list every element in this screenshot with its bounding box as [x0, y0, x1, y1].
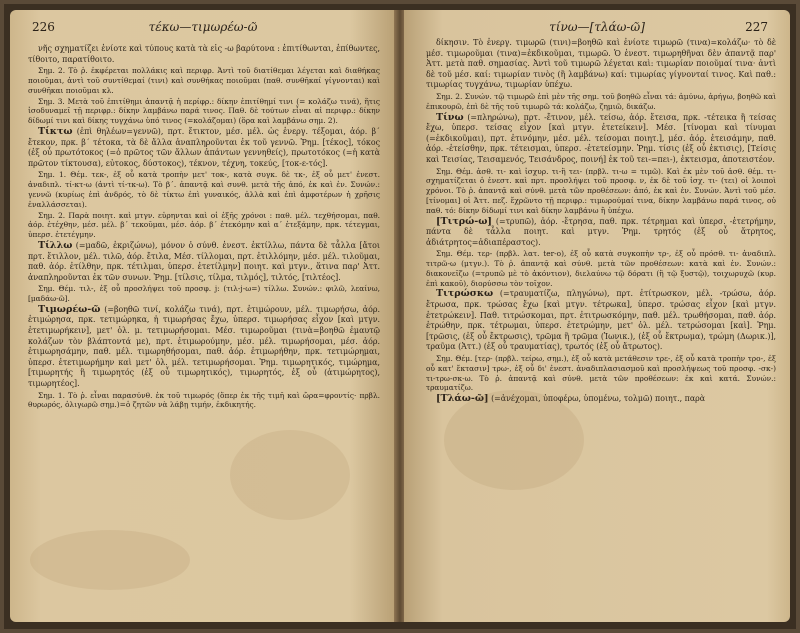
left-page-header: [32, 20, 374, 40]
continued-text: δίκησιν. Τὸ ἐνεργ. τιμωρῶ (τινι)=βοηθῶ καὶ ἐνίοτε τιμωρῶ (τινα)=κολάζω· τὸ δὲ μέσ. τιμωροῦμαι (τινα)=ἐκδικοῦμαι, τιμωρῶ. Ὁ ἐνεστ. τιμωρηθῆναι δὲν ἀπαντᾷ παρ' Ἀττ. μετὰ παθ. σημασίας. Ἀντὶ τοῦ τιμωρῶ λέγεται καὶ: τιμωρίαν ποιοῦμαί τινα· ἀντὶ δὲ τοῦ μέσ. καί: τιμωρίαν τινὸς (ἢ λαμβάνω) καί: τιμωρίας γίγνονταί τινος. Καὶ παθ.: τιμωρίας τυγχάνω, τιμωρίαν ὑπέχω.: [426, 38, 776, 90]
left-running-title: τέκω—τιμωρέω-ῶ: [148, 20, 258, 34]
right-page-body: [426, 38, 776, 406]
entry-note: Σημ. 1. Θέμ. τεκ-, ἐξ οὗ κατὰ τροπὴν μετ' τοκ-, κατὰ συγκ. δὲ τκ-, ἐξ οὗ μετ' ἐνεστ. ἀναδιπλ. τί-κτ-ω (ἀντὶ τί-τκ-ω). Τὸ β΄. ἀπαντᾷ καὶ συνθ. μετὰ τῆς ἀπό, ἐκ καὶ ἐν. Συνών.: γεννῶ (κυρίως ἐπὶ ἀνδρός, τὸ δὲ τίκτω ἐπὶ γυναικός, ἀλλὰ καὶ ἐπὶ ἀμφοτέρων ἡ χρῆσις ἐναλλάσσεται).: [28, 170, 380, 209]
dictionary-entry: [28, 127, 380, 169]
right-page-header: [426, 20, 768, 40]
entry-lemma: Τίλλω: [38, 239, 73, 251]
entry-note: Σημ. 2. Συνών. τῷ τιμωρῶ ἐπὶ μὲν τῆς σημ. τοῦ βοηθῶ εἶναι τά: ἀμύνω, ἀρήγω, βοηθῶ καὶ ἐπικουρῶ, ἐπὶ δὲ τῆς τοῦ τιμωρῶ τά: κολάζω, ζημιῶ, δικάζω.: [426, 91, 776, 111]
entry-note: Σημ. 1. Τὸ ῥ. εἶναι παρασύνθ. ἐκ τοῦ τιμωρός (ὅπερ ἐκ τῆς τιμῆ καὶ ὤρα=φροντίς· πρβλ. θυρωρός, ὀλιγωρῶ σημ.)=ὁ ζητῶν νὰ λάβῃ τιμήν, ἐκδικητής.: [28, 390, 380, 410]
entry-text: (=ἀνέχομαι, ὑποφέρω, ὑπομένω, τολμῶ) ποιητ., παρὰ: [488, 394, 706, 404]
dictionary-entry: [28, 241, 380, 283]
entry-text: (ἐπὶ θηλέων=γεννῶ), πρτ. ἔτικτον, μέσ. μέλ. ὡς ἐνεργ. τέξομαι, ἀόρ. β΄ ἔτεκον, πρκ. β΄ τέτοκα, τὰ δὲ ἄλλα ἀναπληροῦνται ἐκ τοῦ γεννῶ. Ῥημ. [τέκος], τόκος (ἐξ οὗ πρωτότοκος (=ὁ πρῶτος τῶν ἄλλων ἀπάντων γεννηθείς), πρωτοτόκος (=ἡ κατὰ πρῶτον τίκτουσα), εὐτοκος, δύστοκος), τέκνον, τέχνη, τοκεύς, [τοκ-ε-τός].: [28, 126, 380, 168]
entry-text: (=τραυματίζω, πληγώνω), πρτ. ἐτίτρωσκον, μέλ. -τρώσω, ἀόρ. ἔτρωσα, πρκ. τρώσας ἔχω [καὶ μτγν. τέτρωκα], ὑπερσ. τρώσας εἶχον [καὶ μτγν. ἐτετρώκειν]. Παθ. τιτρώσκομαι, πρτ. ἐτιτρωσκόμην, παθ. μέλ. τρωθήσομαι, παθ. ἀόρ. ἐτρώθην, πρκ. τέτρωμαι, ὑπερσ. ἐτετρώμην, μετ' ὀλ. μέλ. τετρώσομαι [καὶ]. Ῥημ. [τρῶσις, (ἐξ οὗ ἔκτρωσις), τρῶμα ἢ τρῶμα (Ἰωνικ.), (ἐξ οὗ ἔκτρωμα), τρώμη (Δωρικ.)], τραῦμα (Ἀττ.) (ἐξ οὗ τραυματίας), τρωτός (ἐξ οὗ ἄτρωτος).: [426, 289, 776, 352]
continued-text: νῆς σχηματίζει ἐνίοτε καὶ τύπους κατὰ τὰ εἰς -ω βαρύτονα : ἐπιτίθωνται, ἐπίθωντες, τίθοιτο, παρατίθοιτο.: [28, 44, 381, 64]
entry-lemma: [Τλάω-ῶ]: [436, 393, 489, 405]
entry-note: Σημ. 2. Παρὰ ποιητ. καὶ μτγν. εὑρηνται καὶ οἱ ἑξῆς χρόνοι : παθ. μέλ. τεχθήσομαι, παθ. ἀόρ. ἐτέχθην, μέσ. μέλ. β΄ τεκοῦμαι, μέσ. ἀόρ. β΄ ἐτεκόμην καὶ α΄ ἐτεξάμην, πρκ. τέτεγμαι, ὑπερσ. ἐτετέγμην.: [28, 210, 380, 240]
entry-note: Σημ. Θέμ. τιλ-, ἐξ οὗ προσλήψει τοῦ προσφ. j: (τιλ-j-ω=) τίλλω. Συνών.: φιλῶ, λεαίνω, [μαδάω-ῶ].: [28, 284, 380, 304]
entry-text: (=βοηθῶ τινί, κολάζω τινά), πρτ. ἐτιμώρουν, μέλ. τιμωρήσω, ἀόρ. ἐτιμώρησα, πρκ. τετιμώρηκα, ἡ τιμωρήσας ἔχω, ὑπερσ. τιμωρήσας εἶχον [καὶ μτγν. ἐτετιμωρήκειν], μετ' ὀλ. μ. τετιμωρήσομαι. Μέσ. τιμωροῦμαι (τινὰ=βοηθῶ ἐμαυτῷ κολάζων τὸν βλάπτοντά με), πρτ. ἐτιμωρούμην, μέσ. μέλ. τιμωρήσομαι, μέσ. ἀόρ. ἐτιμωρησάμην, παθ. μέλ. τιμωρηθήσομαι, παθ. ἀόρ. ἐτιμωρήθην, πρκ. τετιμώρημαι, ὑπερσ. ἐτετιμωρήμην καὶ μετ' ὀλ. μέλ. τετιμωρήσομαι. Ῥημ. τιμωρητικός, τιμώρημα, [τιμωρητής ἢ τιμωρητός (ἐξ οὗ τιμωρητικός), τιμωρητός, ἐξ οὗ (ἀτιμώρητος), τιμωρητέος].: [28, 304, 380, 389]
dictionary-entry: [426, 289, 776, 353]
entry-lemma: [Τιτρώ-ω]: [436, 215, 492, 227]
entry-note: Σημ. Θέμ. [τερ- (πρβλ. τείρω, σημ.), ἐξ οὗ κατὰ μετάθεσιν τρε-, ἐξ οὗ κατὰ τροπὴν τρο-, ἐξ οὗ κατ' ἔκτασιν] τρω-, ἐξ οὗ δι' ἐνεστ. ἀναδιπλασιασμοῦ καὶ προσλήψεως τοῦ προσφ. -σκ-) τι-τρω-σκ-ω. Τὸ ῥ. ἀπαντᾷ καὶ σύνθ. μετὰ τῶν προθέσεων: ἐκ καὶ κατά. Συνών.: τραυματίζω.: [426, 354, 776, 393]
right-running-title: τίνω—[τλάω-ῶ]: [549, 20, 645, 34]
dictionary-entry: [426, 217, 776, 249]
entry-text: (=μαδῶ, ἐκριζώνω), μόνον ὁ σύνθ. ἐνεστ. ἐκτίλλω, πάντα δὲ τἆλλα [ἄτοι πρτ. ἔτιλλον, μέλ. τιλῶ, ἀόρ. ἔτιλα, Μέσ. τίλλομαι, πρτ. ἐτιλλόμην, μέσ. μέλ. τιλοῦμαι, παθ. ἀόρ. ἐτίλθην, πρκ. τέτιλμαι, ὑπερσ. ἐτετίλμην] ποιητ. καὶ μτγν., ἅτινα παρ' Ἀττ. ἀναπληροῦνται ἐκ τῶν συνων. Ῥημ. [τίλσις, τίλμα, τιλμός], τιλτός, [τιλτέος].: [28, 240, 380, 282]
left-page-number: 226: [32, 20, 55, 34]
dictionary-entry: [426, 113, 776, 166]
entry-lemma: Τίνω: [436, 111, 464, 123]
entry-note: Σημ. 3. Μετὰ τοῦ ἐπιτίθημι ἀπαντᾷ ἡ περίφρ.: δίκην ἐπιτίθημί τινι (= κολάζω τινά), ἥτις ἰσοδυναμεῖ τῇ περιφρ.: δίκην λαμβάνω παρά τινος. Παθ. δὲ τούτων εἶναι αἱ περιφρ.: δίκην δίδωμί τινι καὶ δίκης τυγχάνω ὑπό τινος (=κολάζομαι) (ὅρα καὶ λαμβάνω σημ. 2).: [28, 96, 380, 126]
right-page-number: 227: [745, 20, 768, 34]
left-page-body: [28, 44, 380, 411]
dictionary-entry: [28, 305, 380, 390]
left-page: [10, 10, 396, 622]
entry-note: Σημ. 2. Τὸ ῥ. ἐκφέρεται πολλάκις καὶ περιφρ. Ἀντὶ τοῦ διατίθεμαι λέγεται καὶ διαθήκας ποιοῦμαι, ἀντὶ τοῦ συντίθεμαί (τινι) καὶ συνθήκας ποιοῦμαι (παθ. συνθῆκαί γίγνονται) καὶ συνθῆκαι ποιοῦμαι κλ.: [28, 66, 380, 95]
entry-text: (=πληρώνω), πρτ. -ἔτινον, μέλ. τείσω, ἀόρ. ἔτεισα, πρκ. -τέτεικα ἢ τείσας ἔχω, ὑπερσ. τείσας εἶχον [καὶ μτγν. ἐτετείκειν]. Μέσ. [τίνομαι καὶ τίνυμαι (=ἐκδικοῦμαι), πρτ. ἐτινόμην, μέσ. μέλ. τείσομαι ποιητ.], μέσ. ἀόρ. ἐτεισάμην, παθ. ἀόρ. -ἐτείσθην, πρκ. τέτεισμαι, ὑπερσ. -ἐτετείσμην. Ῥημ. τίσις (ἐξ οὗ ἐκτισις), [Τείσις καὶ Τεισίας, Τεισαμενός, Τεισάνδρος, ποινή] ἐκ τοῦ τει-=πει-), ἐκτεισμα, ἀποτειστέον.: [426, 112, 776, 164]
entry-lemma: Τιτρώσκω: [436, 288, 494, 300]
entry-note: Σημ. Θέμ. τερ- (πρβλ. λατ. ter-o), ἐξ οὗ κατὰ συγκοπὴν τρ-, ἐξ οὗ πρόσθ. τι- ἀναδιπλ. τιτρῶ-ω (μτγν.). Τὸ ῥ. ἀπαντᾷ καὶ σύνθ. μετὰ τῶν προθέσεων: κατὰ καὶ ἐν. Συνών.: διακονεῖζω (=τρυπῶ μὲ τὸ ἀκόντιον), διελαύνω τῷ δόρατι (ἢ τῷ ξυστῷ), τοιχωρυχῶ (κυρ. ἐπὶ κακοῦ), διορύσσω τὸν τοῖχον.: [426, 249, 776, 288]
entry-lemma: Τιμωρέω-ῶ: [38, 303, 101, 315]
entry-note: Σημ. Θέμ. ἀσθ. τι- καὶ ἰσχυρ. τι-ἢ τει- (πρβλ. τι-ω = τιμῶ). Καὶ ἐκ μὲν τοῦ ἀσθ. θέμ. τι- σχηματίζεται ὁ ἐνεστ. καὶ πρτ. προσλήψει τοῦ προσφ. ν, ἐκ δὲ τοῦ ἰσχ. τι- (τει) οἱ λοιποὶ χρόνοι. Τὸ ῥ. ἀπαντᾷ καὶ σύνθ. μετὰ τῶν προθέσεων: ἀπό, ἐκ καὶ ἐν. Συνών. Ἀντὶ τοῦ μέσ. [τίνομαι] οἱ Ἀττ. πεζ. ἔχρῶντο τῇ περιφρ.: τιμωρούμαί τινα, δίκην λαμβάνω παρά τινος, οὐ παθ. τό: δίκην δίδωμί τινι καὶ δίκην λαμβάνω ἢ ὑπέχω.: [426, 166, 776, 215]
book-spread: [4, 4, 796, 629]
right-page: [404, 10, 790, 622]
dictionary-entry: [426, 394, 776, 405]
entry-text: (=τρυπῶ), ἀόρ. -ἔτρησα, παθ. πρκ. τέτρημαι καὶ ὑπερσ. -ἐτετρήμην, πάντα δὲ τἆλλα ποιητ. καὶ μτγν. Ῥημ. τρητός (ἐξ οὗ ἄτρητος, ἀδιάτρητος=ἀδιαπέραστος).: [426, 216, 776, 247]
entry-lemma: Τίκτω: [38, 125, 73, 137]
